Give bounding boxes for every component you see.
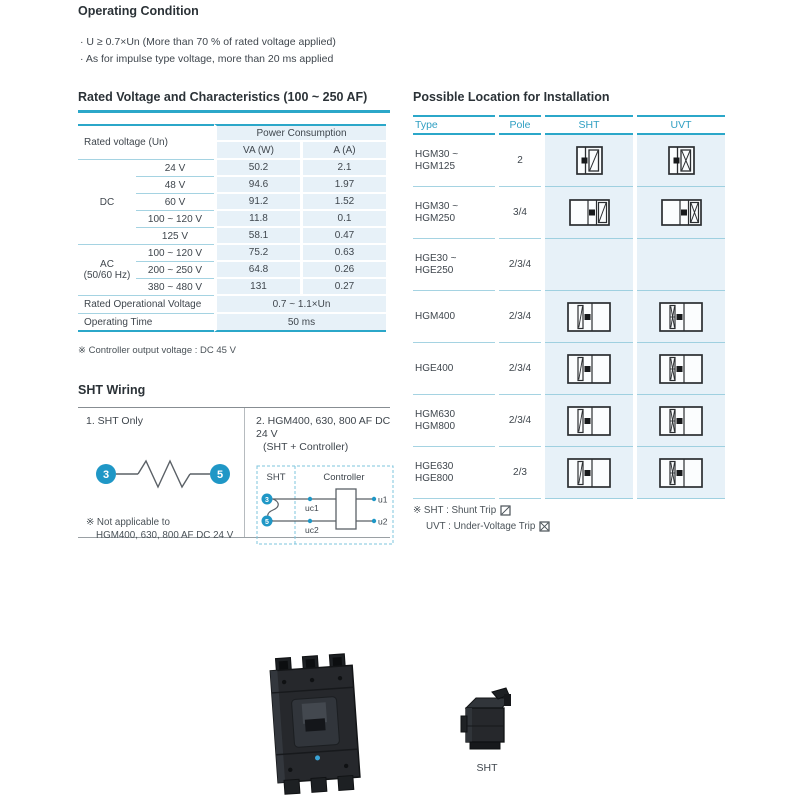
rated-voltage-title: Rated Voltage and Characteristics (100 ~ 250 AF) bbox=[78, 90, 368, 104]
pole-cell: 2/3/4 bbox=[499, 239, 541, 291]
type-cell bbox=[413, 447, 495, 499]
va-cell: 58.1 bbox=[214, 228, 300, 245]
col-header-sht: SHT bbox=[545, 115, 633, 135]
voltage-cell: 100 ~ 120 V bbox=[136, 211, 214, 228]
sht-location-diagram bbox=[545, 291, 633, 343]
col-header-va: VA (W) bbox=[214, 142, 300, 160]
type-cell bbox=[413, 135, 495, 187]
uvt-location-diagram bbox=[637, 395, 725, 447]
voltage-cell: 60 V bbox=[136, 194, 214, 211]
ac-label-line2: (50/60 Hz) bbox=[83, 270, 131, 281]
a-cell: 0.63 bbox=[300, 245, 386, 262]
not-applicable-note-line2 bbox=[96, 530, 238, 541]
footnote-sht-text: ※ SHT : Shunt Trip bbox=[413, 505, 497, 516]
sht-location-diagram bbox=[545, 239, 633, 291]
type-line1: HGE30 ~ bbox=[415, 252, 457, 264]
voltage-cell: 200 ~ 250 V bbox=[136, 262, 214, 279]
pole-cell: 2/3/4 bbox=[499, 291, 541, 343]
col-header-uvt: UVT bbox=[637, 115, 725, 135]
note-text-1: ※ Not applicable to bbox=[86, 517, 170, 528]
type-cell bbox=[413, 239, 495, 291]
type-line1: HGM30 ~ bbox=[415, 148, 459, 160]
note-text-2: HGM400, 630, 800 AF DC 24 V bbox=[96, 530, 234, 541]
type-line2: HGM125 bbox=[415, 160, 456, 172]
not-applicable-note-line1 bbox=[86, 517, 238, 528]
operating-condition-bullet-1: · U ≥ 0.7×Un (More than 70 % of rated voltage applied) bbox=[80, 36, 336, 48]
va-cell: 94.6 bbox=[214, 177, 300, 194]
sht-only-circuit-diagram bbox=[92, 450, 242, 498]
voltage-cell: 380 ~ 480 V bbox=[136, 279, 214, 296]
sht-box-label: SHT bbox=[266, 472, 286, 483]
sht-location-diagram bbox=[545, 343, 633, 395]
type-line1: HGM400 bbox=[415, 310, 456, 322]
type-line1: HGE630 bbox=[415, 460, 454, 472]
col-header-type: Type bbox=[413, 115, 495, 135]
type-cell bbox=[413, 291, 495, 343]
operating-time-value: 50 ms bbox=[214, 314, 386, 332]
controller-box-label: Controller bbox=[323, 472, 365, 483]
uvt-location-diagram bbox=[637, 135, 725, 187]
operating-time-label: Operating Time bbox=[78, 314, 214, 332]
col-header-power-consumption: Power Consumption bbox=[214, 124, 386, 142]
uvt-location-diagram bbox=[637, 447, 725, 499]
a-cell: 0.27 bbox=[300, 279, 386, 296]
uc2-label: uc2 bbox=[305, 525, 319, 535]
uvt-location-diagram bbox=[637, 291, 725, 343]
terminal-5-label: 5 bbox=[216, 469, 224, 481]
type-line1: HGM630 bbox=[415, 408, 456, 420]
controller-output-footnote: ※ Controller output voltage : DC 45 V bbox=[78, 345, 236, 356]
terminal-3-label: 3 bbox=[102, 469, 110, 481]
sht-location-diagram bbox=[545, 447, 633, 499]
col-header-a: A (A) bbox=[300, 142, 386, 160]
type-line2: HGE250 bbox=[415, 264, 454, 276]
a-cell: 1.52 bbox=[300, 194, 386, 211]
va-cell: 75.2 bbox=[214, 245, 300, 262]
a-cell: 0.1 bbox=[300, 211, 386, 228]
rated-voltage-title-rule bbox=[78, 110, 390, 113]
pole-cell: 2/3/4 bbox=[499, 343, 541, 395]
a-cell: 2.1 bbox=[300, 160, 386, 177]
sht-location-diagram bbox=[545, 135, 633, 187]
sht-controller-heading-line2: (SHT + Controller) bbox=[263, 441, 349, 453]
voltage-cell: 24 V bbox=[136, 160, 214, 177]
installation-table bbox=[413, 115, 725, 499]
sht-product-caption: SHT bbox=[476, 762, 498, 774]
terminal-3-label: 3 bbox=[265, 496, 269, 504]
va-cell: 131 bbox=[214, 279, 300, 296]
voltage-cell: 100 ~ 120 V bbox=[136, 245, 214, 262]
under-voltage-trip-symbol-icon bbox=[539, 521, 550, 532]
type-line2: HGM800 bbox=[415, 420, 456, 432]
uc1-label: uc1 bbox=[305, 503, 319, 513]
type-line2: HGM250 bbox=[415, 212, 456, 224]
sht-controller-heading-line1: 2. HGM400, 630, 800 AF DC 24 V bbox=[256, 415, 391, 440]
controller-block bbox=[336, 489, 356, 529]
sht-only-heading: 1. SHT Only bbox=[86, 415, 143, 427]
va-cell: 50.2 bbox=[214, 160, 300, 177]
sht-wiring-title: SHT Wiring bbox=[78, 383, 146, 397]
sht-wiring-panels bbox=[78, 407, 391, 541]
va-cell: 11.8 bbox=[214, 211, 300, 228]
va-cell: 64.8 bbox=[214, 262, 300, 279]
footnote-uvt-text: UVT : Under-Voltage Trip bbox=[426, 521, 536, 532]
installation-footnote-uvt bbox=[426, 521, 550, 532]
type-cell bbox=[413, 187, 495, 239]
operating-condition-title: Operating Condition bbox=[78, 4, 199, 18]
pole-cell: 2 bbox=[499, 135, 541, 187]
pole-cell: 2/3 bbox=[499, 447, 541, 499]
uvt-location-diagram bbox=[637, 187, 725, 239]
col-header-pole: Pole bbox=[499, 115, 541, 135]
sht-location-diagram bbox=[545, 187, 633, 239]
pole-cell: 3/4 bbox=[499, 187, 541, 239]
a-cell: 0.26 bbox=[300, 262, 386, 279]
va-cell: 91.2 bbox=[214, 194, 300, 211]
rated-voltage-table bbox=[78, 124, 386, 332]
uvt-location-diagram bbox=[637, 239, 725, 291]
type-line2: HGE800 bbox=[415, 472, 454, 484]
col-header-rated-voltage: Rated voltage (Un) bbox=[78, 124, 214, 160]
a-cell: 0.47 bbox=[300, 228, 386, 245]
installation-title: Possible Location for Installation bbox=[413, 90, 610, 104]
rated-operational-voltage-label: Rated Operational Voltage bbox=[78, 296, 214, 314]
sht-location-diagram bbox=[545, 395, 633, 447]
type-cell bbox=[413, 343, 495, 395]
installation-footnote-sht bbox=[413, 505, 511, 516]
pole-cell: 2/3/4 bbox=[499, 395, 541, 447]
circuit-breaker-product-image bbox=[256, 648, 374, 796]
dc-group-label: DC bbox=[78, 160, 136, 245]
uvt-location-diagram bbox=[637, 343, 725, 395]
operating-condition-bullet-2: · As for impulse type voltage, more than 20 ms applied bbox=[80, 53, 334, 65]
rated-operational-voltage-value: 0.7 ~ 1.1×Un bbox=[214, 296, 386, 314]
a-cell: 1.97 bbox=[300, 177, 386, 194]
u1-label: u1 bbox=[378, 494, 388, 505]
sht-controller-panel bbox=[244, 408, 400, 537]
type-line1: HGM30 ~ bbox=[415, 200, 459, 212]
sht-accessory-product-image bbox=[458, 686, 516, 756]
sht-only-panel bbox=[78, 408, 244, 541]
type-line1: HGE400 bbox=[415, 362, 454, 374]
ac-label-line1: AC bbox=[100, 259, 114, 270]
sht-controller-circuit-diagram bbox=[256, 465, 394, 545]
u2-label: u2 bbox=[378, 516, 388, 527]
voltage-cell: 125 V bbox=[136, 228, 214, 245]
terminal-5-label: 5 bbox=[265, 518, 269, 526]
type-cell bbox=[413, 395, 495, 447]
voltage-cell: 48 V bbox=[136, 177, 214, 194]
ac-group-label bbox=[78, 245, 136, 296]
shunt-trip-symbol-icon bbox=[500, 505, 511, 516]
